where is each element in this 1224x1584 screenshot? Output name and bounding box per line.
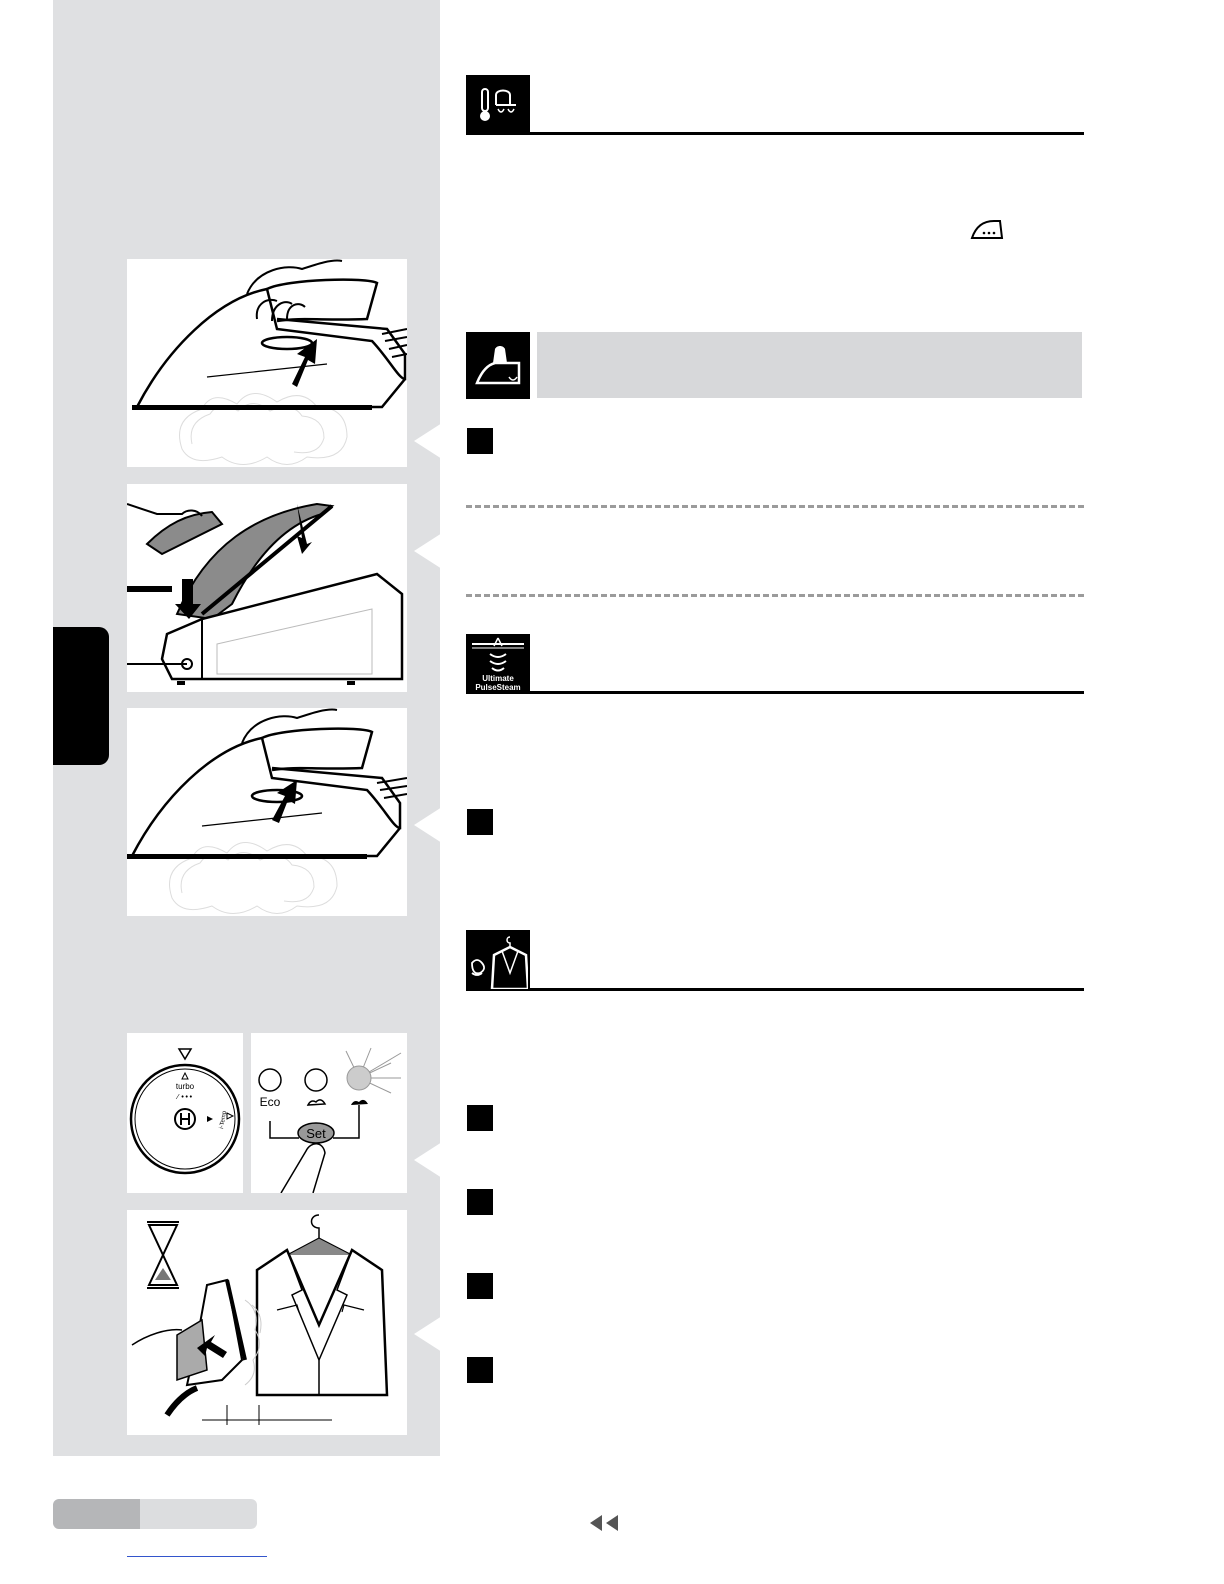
dashed-divider <box>466 505 1084 508</box>
section-highlight-band <box>537 332 1082 398</box>
step-marker <box>467 1105 493 1131</box>
section-icon-vertical-steam <box>466 930 530 991</box>
thermometer-iron-icon <box>476 85 520 125</box>
figure-control-panel <box>251 1033 407 1193</box>
hand-iron-icon <box>473 343 523 389</box>
rewind-icon[interactable] <box>588 1514 620 1532</box>
figure-steam-shot <box>127 259 407 467</box>
section-icon-pulse-steam <box>466 634 530 694</box>
page-indicator-left <box>53 1499 140 1529</box>
section-rule <box>530 132 1084 135</box>
eco-label: Eco <box>259 1095 281 1109</box>
section-rule <box>530 691 1084 694</box>
set-label: Set <box>306 1126 326 1141</box>
figure-lock-iron <box>127 484 407 692</box>
step-marker <box>467 428 493 454</box>
chapter-tab-marker <box>53 627 109 765</box>
garment-steam-icon <box>468 933 528 989</box>
section-icon-temperature <box>466 75 530 135</box>
pulse-steam-icon-label: Ultimate PulseSteam <box>475 674 521 692</box>
section-icon-steam-shot <box>466 332 530 399</box>
iron-dots-icon <box>970 218 1004 242</box>
page-indicator-right <box>140 1499 257 1529</box>
section-rule <box>530 988 1084 991</box>
step-marker <box>467 1273 493 1299</box>
dial-mode-label: ⁄ ••• <box>177 1093 193 1101</box>
figure-vertical-steam <box>127 1210 407 1435</box>
step-marker <box>467 1189 493 1215</box>
step-marker <box>467 809 493 835</box>
dial-turbo-label: turbo <box>175 1082 195 1091</box>
figure-temperature-dial <box>127 1033 243 1193</box>
footer-link-underline[interactable] <box>127 1556 267 1557</box>
dial-itemp-label: i-Temp <box>219 1110 229 1130</box>
step-marker <box>467 1357 493 1383</box>
figure-pulse-steam <box>127 708 407 916</box>
dashed-divider <box>466 594 1084 597</box>
ultimate-pulse-steam-icon <box>466 634 530 676</box>
